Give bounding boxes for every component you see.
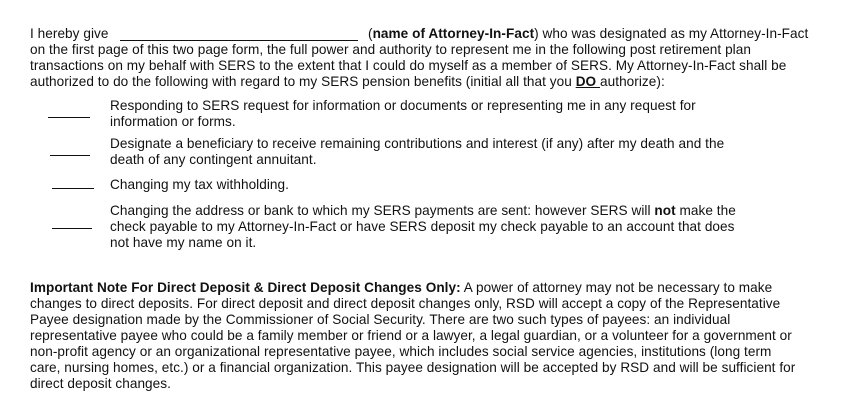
note-line-1 xyxy=(30,280,772,296)
intro-prefix: I hereby give xyxy=(30,26,109,41)
intro-line-2: on the first page of this two page form, the full power and authority to represent me in the following post retirement plan xyxy=(30,42,751,57)
intro-line-4-prefix: authorized to do the following with regard to my SERS pension benefits (initial all that you xyxy=(30,74,576,89)
name-of-attorney-label: name of Attorney-In-Fact xyxy=(372,26,535,41)
do-emphasis: DO xyxy=(575,74,601,89)
note-line-6: care, nursing homes, etc.) or a financial organization. This payee designation will be accepted by RSD and will be sufficient for xyxy=(30,360,796,375)
item-beneficiary-line-1: Designate a beneficiary to receive remaining contributions and interest (if any) after my death and the xyxy=(110,136,725,151)
intro-line-3: transactions on my behalf with SERS to the extent that I could do myself as a member of SERS. My Attorney-In-Fact shall be xyxy=(30,58,787,73)
intro-line-1-rest: (name of Attorney-In-Fact) who was designated as my Attorney-In-Fact xyxy=(368,26,809,41)
item-tax-withholding: Changing my tax withholding. xyxy=(110,177,289,192)
item-address-line-3: not have my name on it. xyxy=(110,235,257,250)
item-address-line-2: check payable to my Attorney-In-Fact or have SERS deposit my check payable to an account that does xyxy=(110,219,735,234)
note-line-5: non-profit agency or an organizational representative payee, which includes social service agencies, institutions (long term xyxy=(30,344,772,359)
item-address-line-1 xyxy=(110,203,736,219)
note-heading: Important Note For Direct Deposit & Direct Deposit Changes Only: xyxy=(30,280,461,295)
intro-line-4 xyxy=(30,74,665,90)
note-line-2: changes to direct deposits. For direct deposit and direct deposit changes only, RSD will accept a copy of the Representative xyxy=(30,296,781,311)
intro-line-1 xyxy=(30,26,108,42)
note-line-3: Payee designation made by the Commissioner of Social Security. There are two such types of payees: an individual xyxy=(30,312,731,327)
attorney-name-blank[interactable] xyxy=(120,40,358,41)
item-beneficiary-line-2: death of any contingent annuitant. xyxy=(110,152,317,167)
note-line-4: representative payee who could be a family member or friend or a lawyer, a legal guardian, or a volunteer for a government or xyxy=(30,328,792,343)
item-responding-line-1: Responding to SERS request for information or documents or representing me in any request for xyxy=(110,98,696,113)
item-address-line-1-prefix: Changing the address or bank to which my SERS payments are sent: however SERS will xyxy=(110,203,655,218)
initial-blank-tax-withholding[interactable] xyxy=(52,188,94,189)
note-line-1-rest: A power of attorney may not be necessary to make xyxy=(460,280,773,295)
initial-blank-address-bank[interactable] xyxy=(52,228,92,229)
initial-blank-beneficiary[interactable] xyxy=(50,155,90,156)
note-line-7: direct deposit changes. xyxy=(30,376,171,391)
item-address-line-1-suffix: make the xyxy=(675,203,736,218)
initial-blank-responding[interactable] xyxy=(48,117,90,118)
intro-after-label: ) who was designated as my Attorney-In-Fact xyxy=(534,26,809,41)
intro-line-4-suffix: authorize): xyxy=(600,74,665,89)
item-address-not: not xyxy=(654,203,676,218)
item-responding-line-2: information or forms. xyxy=(110,114,236,129)
